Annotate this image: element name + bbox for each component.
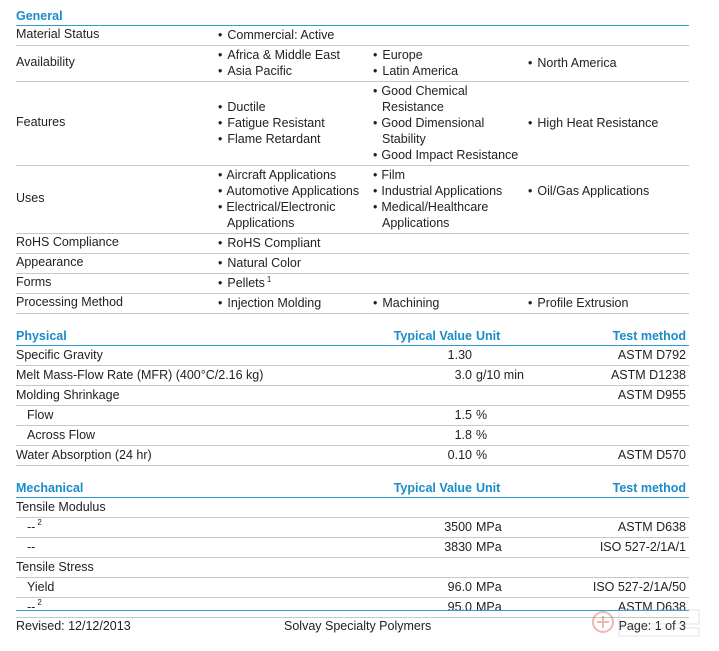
test-method: ASTM D570 (617, 448, 686, 462)
test-method: ASTM D638 (617, 600, 686, 614)
property-name-text: -- (27, 540, 36, 554)
typical-value: 1.8 (454, 428, 472, 442)
datasheet (16, 8, 689, 618)
list (528, 115, 658, 131)
list (218, 275, 271, 291)
footnote-marker: 2 (37, 518, 42, 527)
list-item: • Good Chemical Resistance (373, 83, 523, 115)
table-row (16, 498, 689, 518)
typical-value: 3500 (444, 520, 472, 534)
row-uses (16, 166, 689, 234)
property-name (16, 346, 103, 365)
list-item-text: Pellets (227, 276, 265, 290)
property-name (16, 366, 263, 385)
list-item: • Good Dimensional Stability (373, 115, 523, 147)
property-name-text: Tensile Stress (16, 560, 94, 574)
list (218, 295, 321, 311)
list (218, 27, 334, 43)
unit-header: Unit (476, 329, 501, 343)
list-item: • Europe (373, 47, 458, 63)
test-method: ISO 527-2/1A/50 (592, 580, 686, 594)
table-row (16, 426, 689, 446)
typical-value-header: Typical Value (393, 329, 472, 343)
list (373, 167, 523, 231)
mechanical-section-header (16, 480, 689, 498)
unit: MPa (476, 600, 502, 614)
unit: MPa (476, 540, 502, 554)
list-item: • Ductile (218, 99, 325, 115)
typical-value-header: Typical Value (393, 481, 472, 495)
property-name (16, 558, 94, 577)
list (373, 47, 458, 79)
property-name-text: Specific Gravity (16, 348, 103, 362)
table-row (16, 578, 689, 598)
footnote-marker: 2 (37, 598, 42, 607)
test-method: ASTM D792 (617, 348, 686, 362)
list-item: • Electrical/Electronic Applications (218, 199, 368, 231)
test-method: ASTM D1238 (610, 368, 686, 382)
table-row (16, 386, 689, 406)
unit: g/10 min (476, 368, 524, 382)
row-forms (16, 274, 689, 294)
list-item: • Commercial: Active (218, 27, 334, 43)
row-label: RoHS Compliance (16, 235, 119, 249)
list-item: • Automotive Applications (218, 183, 368, 199)
physical-section-header (16, 328, 689, 346)
typical-value: 1.30 (447, 348, 472, 362)
property-name-text: Yield (27, 580, 55, 594)
property-name (16, 386, 120, 405)
property-name-text: Molding Shrinkage (16, 388, 120, 402)
list-item: • Film (373, 167, 523, 183)
typical-value: 1.5 (454, 408, 472, 422)
list-item: • Africa & Middle East (218, 47, 340, 63)
list-item: • RoHS Compliant (218, 235, 320, 251)
list (528, 55, 617, 71)
list (218, 255, 301, 271)
property-name (27, 578, 54, 597)
row-label: Forms (16, 275, 52, 289)
list-item: • High Heat Resistance (528, 115, 658, 131)
test-method-header: Test method (612, 329, 686, 343)
test-method: ASTM D638 (617, 520, 686, 534)
row-processing-method (16, 294, 689, 314)
list-item: • Profile Extrusion (528, 295, 628, 311)
list-item: • Natural Color (218, 255, 301, 271)
table-row (16, 446, 689, 466)
table-row (16, 558, 689, 578)
list (373, 83, 523, 163)
unit: % (476, 448, 488, 462)
unit: % (476, 408, 488, 422)
property-name-text: Flow (27, 408, 54, 422)
test-method: ISO 527-2/1A/1 (599, 540, 686, 554)
list-item: • Injection Molding (218, 295, 321, 311)
physical-table (16, 346, 689, 466)
list-item (218, 275, 271, 291)
list (218, 167, 368, 231)
row-availability (16, 46, 689, 82)
revised-date: Revised: 12/12/2013 (16, 619, 131, 633)
table-row (16, 406, 689, 426)
list-item: • Aircraft Applications (218, 167, 368, 183)
list (218, 99, 325, 147)
list-item: • Latin America (373, 63, 458, 79)
list-item: • Machining (373, 295, 439, 311)
footnote-marker: 1 (266, 275, 272, 284)
page-number: Page: 1 of 3 (618, 619, 686, 633)
table-row (16, 518, 689, 538)
typical-value: 3830 (444, 540, 472, 554)
property-name (16, 498, 106, 517)
row-material-status (16, 26, 689, 46)
property-name-text: Across Flow (27, 428, 96, 442)
typical-value: 95.0 (447, 600, 472, 614)
list-item: • Medical/Healthcare Applications (373, 199, 523, 231)
general-section-header (16, 8, 689, 26)
unit: % (476, 428, 488, 442)
unit: MPa (476, 520, 502, 534)
list-item: • Fatigue Resistant (218, 115, 325, 131)
property-name (27, 426, 95, 445)
row-label: Features (16, 115, 66, 129)
watermark-logo-icon (589, 600, 709, 644)
property-name (16, 446, 152, 465)
list-item: • North America (528, 55, 617, 71)
test-method-header: Test method (612, 481, 686, 495)
row-rohs (16, 234, 689, 254)
unit-header: Unit (476, 481, 501, 495)
list-item: • Flame Retardant (218, 131, 325, 147)
test-method: ASTM D955 (617, 388, 686, 402)
list-item: • Industrial Applications (373, 183, 523, 199)
mechanical-header-label: Mechanical (16, 481, 84, 495)
physical-header-label: Physical (16, 329, 67, 343)
row-appearance (16, 254, 689, 274)
company-name: Solvay Specialty Polymers (284, 619, 432, 633)
row-label: Processing Method (16, 295, 124, 309)
property-name-text: Melt Mass-Flow Rate (MFR) (400°C/2.16 kg) (16, 368, 264, 382)
table-row (16, 366, 689, 386)
table-row (16, 346, 689, 366)
typical-value: 96.0 (447, 580, 472, 594)
property-name (27, 406, 53, 425)
general-header-label: General (16, 9, 63, 23)
row-label: Appearance (16, 255, 84, 269)
property-name-text: Tensile Modulus (16, 500, 106, 514)
property-name (27, 538, 35, 557)
list (218, 47, 340, 79)
property-name-text: Water Absorption (24 hr) (16, 448, 152, 462)
row-label: Availability (16, 55, 75, 69)
property-name-text: -- (27, 520, 36, 534)
unit: MPa (476, 580, 502, 594)
row-label: Material Status (16, 27, 100, 41)
property-name-text: -- (27, 600, 36, 614)
list-item: • Good Impact Resistance (373, 147, 523, 163)
property-name (27, 518, 42, 537)
list (373, 295, 439, 311)
list-item: • Oil/Gas Applications (528, 183, 649, 199)
list (528, 295, 628, 311)
list (528, 183, 649, 199)
table-row (16, 538, 689, 558)
list-item: • Asia Pacific (218, 63, 340, 79)
typical-value: 3.0 (454, 368, 472, 382)
row-features (16, 82, 689, 166)
list (218, 235, 320, 251)
row-label: Uses (16, 191, 45, 205)
typical-value: 0.10 (447, 448, 472, 462)
